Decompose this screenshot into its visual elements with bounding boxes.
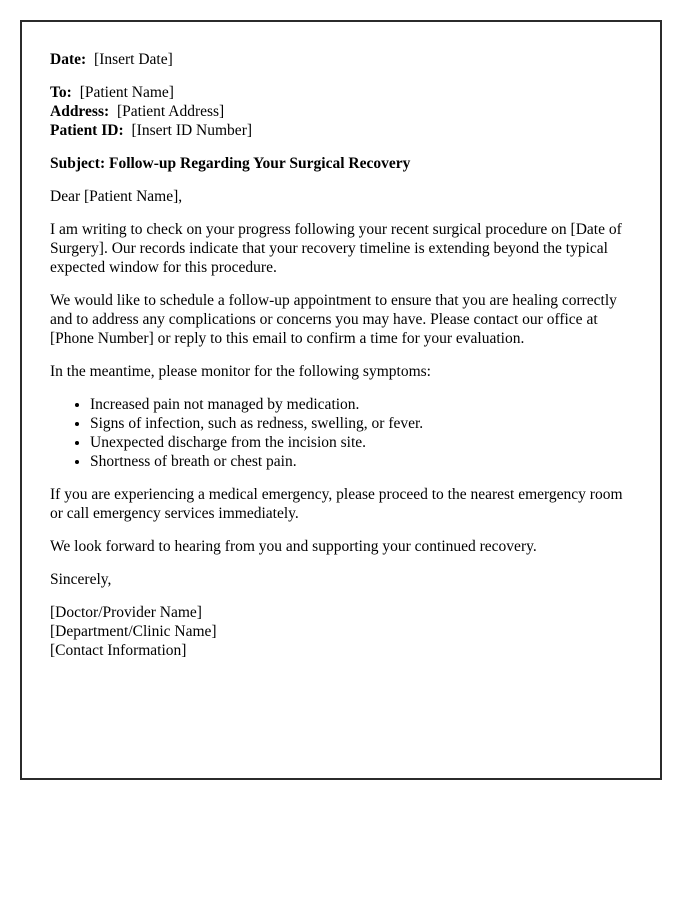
signature-contact-info: [Contact Information] [50,642,187,659]
recipient-block [50,83,630,140]
symptom-item: • Shortness of breath or chest pain. [90,452,630,471]
signature-department-name: [Department/Clinic Name] [50,623,217,640]
paragraph-appointment: We would like to schedule a follow-up appointment to ensure that you are healing correctly and to address any complications or concerns you may have. Please contact our office at [Phone Number] or reply to this email to confirm a time for your evaluation. [50,292,617,347]
address-label: Address: [50,103,110,120]
salutation: Dear [Patient Name], [50,188,183,205]
address-value: [Patient Address] [117,103,225,120]
date-label: Date: [50,51,87,68]
address-line [50,102,630,121]
paragraph-lookforward: We look forward to hearing from you and supporting your continued recovery. [50,538,537,555]
paragraph-monitor-intro: In the meantime, please monitor for the following symptoms: [50,363,431,380]
signature-block [50,603,630,660]
to-value: [Patient Name] [79,84,174,101]
letter-document [20,20,662,780]
date-line [50,50,630,69]
paragraph-emergency: If you are experiencing a medical emergency, please proceed to the nearest emergency room or call emergency services immediately. [50,486,623,522]
symptom-item: • Unexpected discharge from the incision site. [90,433,630,452]
to-label: To: [50,84,72,101]
subject-line: Subject: Follow-up Regarding Your Surgical Recovery [50,155,411,172]
symptom-item: • Increased pain not managed by medication. [90,395,630,414]
signature-provider-name: [Doctor/Provider Name] [50,604,202,621]
symptom-item: • Signs of infection, such as redness, swelling, or fever. [90,414,630,433]
date-value: [Insert Date] [94,51,173,68]
symptom-list [50,395,630,471]
to-line [50,83,630,102]
patient-id-label: Patient ID: [50,122,124,139]
paragraph-progress: I am writing to check on your progress following your recent surgical procedure on [Date of Surgery]. Our records indicate that your recovery timeline is extending beyond the typical expected window for this procedure. [50,221,622,276]
patient-id-value: [Insert ID Number] [131,122,253,139]
closing: Sincerely, [50,571,112,588]
patient-id-line [50,121,630,140]
